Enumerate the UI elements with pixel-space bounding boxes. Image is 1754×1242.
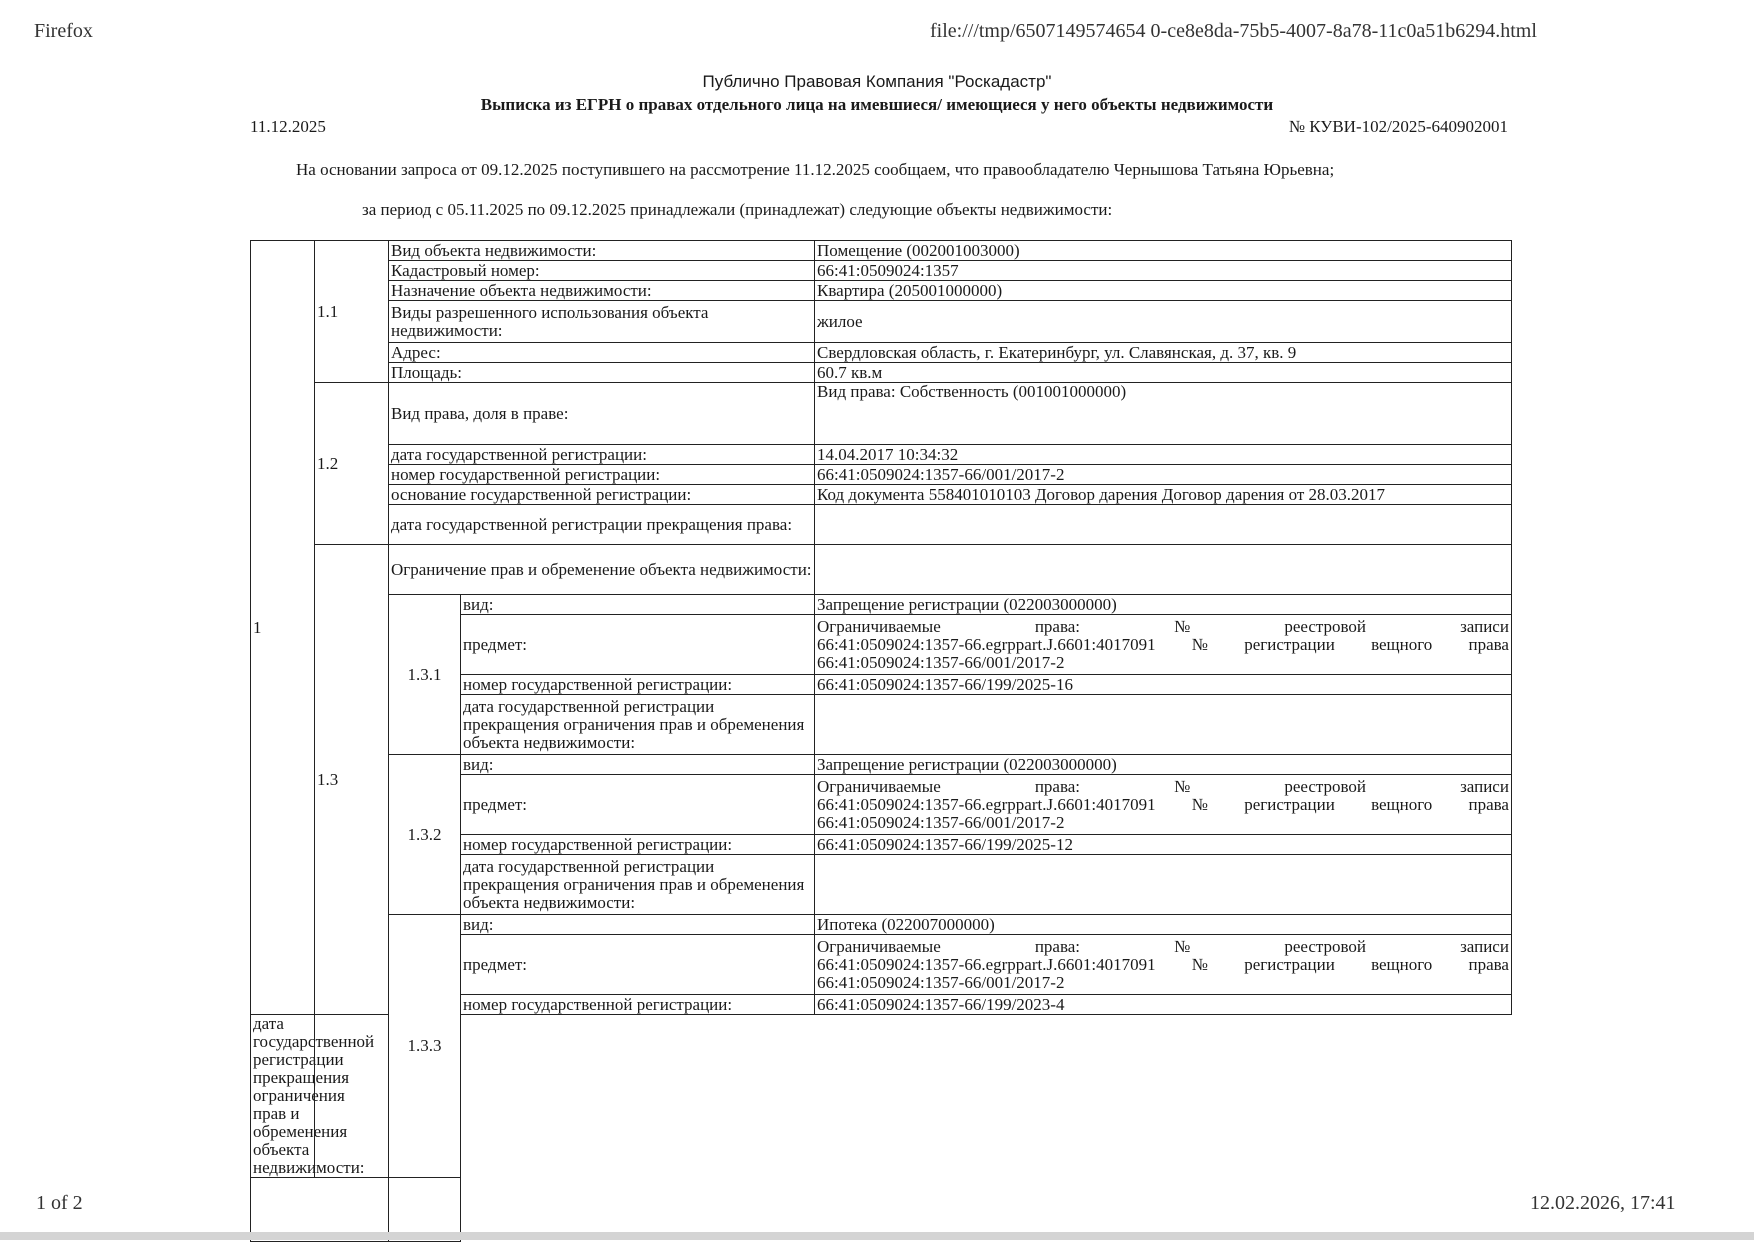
document-title: Выписка из ЕГРН о правах отдельного лица на имевшиеся/ имеющиеся у него объекты недвижимости: [480, 95, 1274, 114]
page-counter: 1 of 2: [36, 1192, 83, 1214]
field-label: основание государственной регистрации:: [389, 485, 815, 505]
field-label: Вид права, доля в праве:: [389, 383, 815, 445]
document-number: № КУВИ-102/2025-640902001: [1288, 117, 1508, 136]
item-1-3-1-number: 1.3.1: [389, 595, 461, 755]
row-number: 1: [251, 241, 315, 1015]
end-date-label: дата государственной регистрации прекращения ограничения прав и обременения объекта недвижимости:: [461, 855, 815, 915]
kind-value: Ипотека (022007000000): [815, 915, 1512, 935]
period-line: за период с 05.11.2025 по 09.12.2025 принадлежали (принадлежат) следующие объекты недвижимости:: [362, 200, 1113, 219]
field-value: Код документа 558401010103 Договор дарения Договор дарения от 28.03.2017: [815, 485, 1512, 505]
item-1-3-3-number: 1.3.3: [389, 915, 461, 1178]
field-value: Вид права: Собственность (001001000000): [815, 383, 1512, 445]
section-1-3-number: 1.3: [315, 545, 389, 1015]
field-label: дата государственной регистрации прекращения права:: [389, 505, 815, 545]
subject-value: Ограничиваемые права: № реестровой записи 66:41:0509024:1357-66.egrppart.J.6601:4017091 № регистрации вещного права 66:41:0509024:1357-66/001/2017-2: [815, 615, 1512, 675]
organization-name: Публично Правовая Компания "Роскадастр": [702, 72, 1052, 91]
kind-label: вид:: [461, 755, 815, 775]
subject-label: предмет:: [461, 935, 815, 995]
field-label: Вид объекта недвижимости:: [389, 241, 815, 261]
field-value: жилое: [815, 301, 1512, 343]
subject-value: Ограничиваемые права: № реестровой записи 66:41:0509024:1357-66.egrppart.J.6601:4017091 № регистрации вещного права 66:41:0509024:1357-66/001/2017-2: [815, 935, 1512, 995]
reg-number-value: 66:41:0509024:1357-66/199/2025-16: [815, 675, 1512, 695]
field-value: Помещение (002001003000): [815, 241, 1512, 261]
field-label: номер государственной регистрации:: [389, 465, 815, 485]
subject-label: предмет:: [461, 775, 815, 835]
field-label: Площадь:: [389, 363, 815, 383]
field-label: Виды разрешенного использования объекта недвижимости:: [389, 301, 815, 343]
field-value: 60.7 кв.м: [815, 363, 1512, 383]
field-value: [815, 545, 1512, 595]
browser-name: Firefox: [34, 20, 93, 42]
field-label: дата государственной регистрации:: [389, 445, 815, 465]
reg-number-label: номер государственной регистрации:: [461, 995, 815, 1015]
section-1-2-number: 1.2: [315, 383, 389, 545]
end-date-label: дата государственной регистрации прекращения ограничения прав и обременения объекта недвижимости:: [461, 695, 815, 755]
kind-label: вид:: [461, 915, 815, 935]
field-label: Адрес:: [389, 343, 815, 363]
reg-number-label: номер государственной регистрации:: [461, 835, 815, 855]
field-value: Свердловская область, г. Екатеринбург, ул. Славянская, д. 37, кв. 9: [815, 343, 1512, 363]
reg-number-value: 66:41:0509024:1357-66/199/2025-12: [815, 835, 1512, 855]
field-label: Назначение объекта недвижимости:: [389, 281, 815, 301]
end-date-value: [815, 855, 1512, 915]
document-date: 11.12.2025: [250, 117, 326, 136]
field-value: [815, 505, 1512, 545]
section-1-1-number: 1.1: [315, 241, 389, 383]
file-url: file:///tmp/6507149574654 0-ce8e8da-75b5-4007-8a78-11c0a51b6294.html: [930, 20, 1537, 42]
field-label: Ограничение прав и обременение объекта недвижимости:: [389, 545, 815, 595]
subject-label: предмет:: [461, 615, 815, 675]
scan-edge: [0, 1232, 1754, 1240]
field-value: 66:41:0509024:1357: [815, 261, 1512, 281]
field-value: 14.04.2017 10:34:32: [815, 445, 1512, 465]
field-value: 66:41:0509024:1357-66/001/2017-2: [815, 465, 1512, 485]
kind-label: вид:: [461, 595, 815, 615]
kind-value: Запрещение регистрации (022003000000): [815, 595, 1512, 615]
intro-paragraph: На основании запроса от 09.12.2025 поступившего на рассмотрение 11.12.2025 сообщаем, что правообладателю Чернышова Татьяна Юрьевна;: [296, 160, 1335, 179]
print-timestamp: 12.02.2026, 17:41: [1530, 1192, 1676, 1214]
reg-number-label: номер государственной регистрации:: [461, 675, 815, 695]
field-value: Квартира (205001000000): [815, 281, 1512, 301]
rights-table: [250, 240, 1512, 1242]
subject-value: Ограничиваемые права: № реестровой записи 66:41:0509024:1357-66.egrppart.J.6601:4017091 № регистрации вещного права 66:41:0509024:1357-66/001/2017-2: [815, 775, 1512, 835]
field-label: Кадастровый номер:: [389, 261, 815, 281]
end-date-label: дата государственной регистрации прекращения ограничения прав и обременения объекта недвижимости:: [251, 1015, 315, 1178]
end-date-value: [815, 695, 1512, 755]
reg-number-value: 66:41:0509024:1357-66/199/2023-4: [815, 995, 1512, 1015]
kind-value: Запрещение регистрации (022003000000): [815, 755, 1512, 775]
item-1-3-2-number: 1.3.2: [389, 755, 461, 915]
